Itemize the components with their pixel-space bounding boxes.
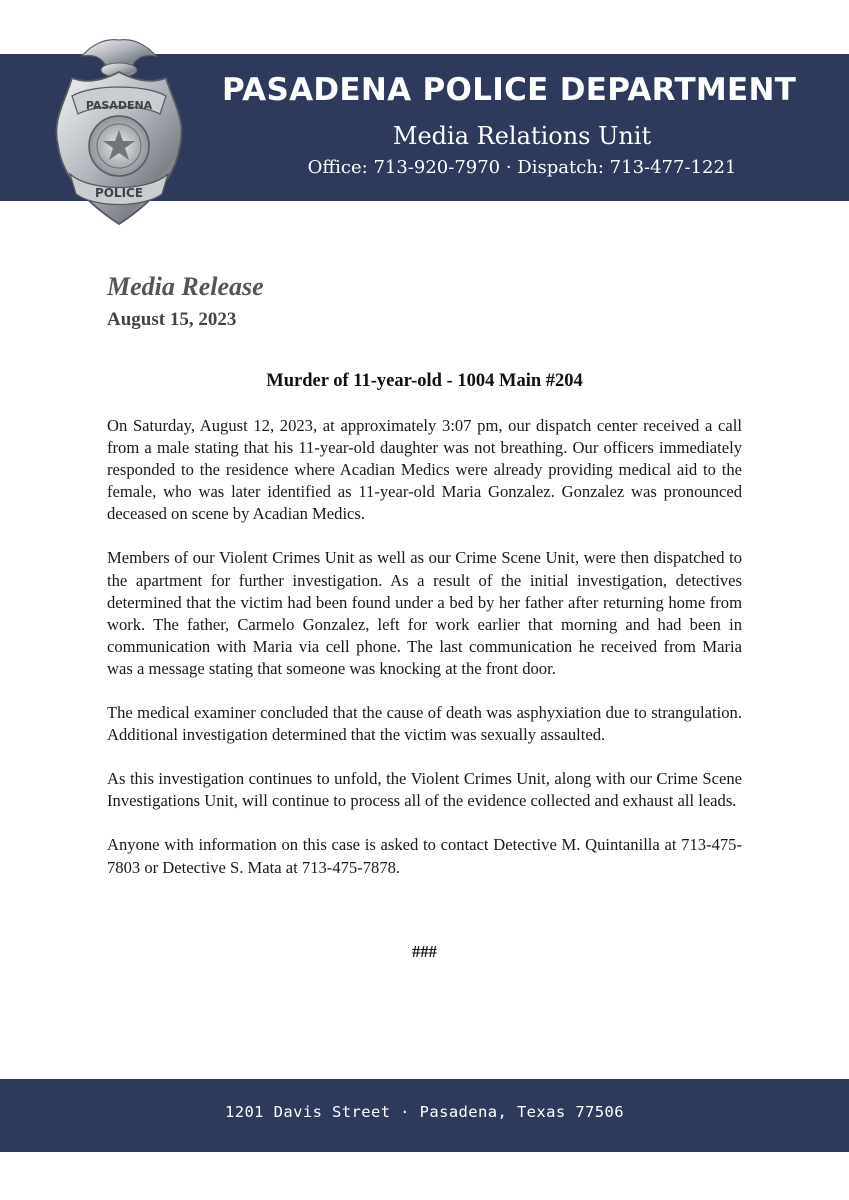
body-paragraph: Members of our Violent Crimes Unit as well as our Crime Scene Unit, were then dispatched to the apartment for further investigation. As a result of the initial investigation, detectives determined that the victim had been found under a bed by her father after returning home from work. The father, Carmelo Gonzalez, left for work earlier that morning and had been in communication with Maria via cell phone. The last communication he received from Maria was a message stating that someone was knocking at the front door. bbox=[107, 548, 742, 678]
footer-address: 1201 Davis Street · Pasadena, Texas 77506 bbox=[224, 1103, 624, 1121]
body-paragraph: Anyone with information on this case is asked to contact Detective M. Quintanilla at 713-475-7803 or Detective S. Mata at 713-475-7878. bbox=[107, 835, 742, 877]
svg-text:PASADENA: PASADENA bbox=[85, 99, 153, 112]
police-badge-logo bbox=[46, 34, 192, 230]
body-paragraph: The medical examiner concluded that the cause of death was asphyxiation due to strangulation. Additional investigation determined that the victim was sexually assaulted. bbox=[107, 703, 742, 745]
headline: Murder of 11-year-old - 1004 Main #204 bbox=[266, 371, 583, 391]
body-paragraph: On Saturday, August 12, 2023, at approximately 3:07 pm, our dispatch center received a call from a male stating that his 11-year-old daughter was not breathing. Our officers immediately responded to the residence where Acadian Medics were already providing medical aid to the female, who was later identified as 11-year-old Maria Gonzalez. Gonzalez was pronounced deceased on scene by Acadian Medics. bbox=[107, 416, 742, 524]
department-name: PASADENA POLICE DEPARTMENT bbox=[222, 72, 797, 108]
release-date: August 15, 2023 bbox=[107, 309, 237, 330]
svg-text:POLICE: POLICE bbox=[94, 186, 144, 200]
release-title: Media Release bbox=[107, 272, 264, 301]
body-paragraph: As this investigation continues to unfold, the Violent Crimes Unit, along with our Crime Scene Investigations Unit, will continue to process all of the evidence collected and exhaust all leads. bbox=[107, 769, 742, 811]
end-mark: ### bbox=[412, 942, 437, 961]
release-body bbox=[107, 415, 742, 901]
contact-line: Office: 713-920-7970 · Dispatch: 713-477-1221 bbox=[307, 157, 737, 178]
unit-name: Media Relations Unit bbox=[392, 122, 652, 150]
